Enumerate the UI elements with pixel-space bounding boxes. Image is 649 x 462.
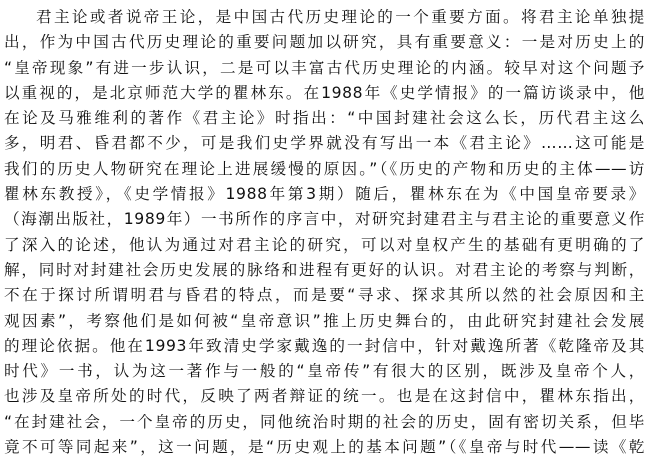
text-line: 竟不可等同起来”，这一问题，是“历史观上的基本问题”（《皇帝与时代——读《乾 xyxy=(4,438,645,457)
text-line: 的理论依据。他在1993年致清史学家戴逸的一封信中，针对戴逸所著《乾隆帝及其 xyxy=(4,336,645,355)
text-line: 观因素”，考察他们是如何被“皇帝意识”推上历史舞台的，由此研究封建社会发展 xyxy=(4,311,645,330)
text-line: “皇帝现象”有进一步认识，二是可以丰富古代历史理论的内涵。较早对这个问题予 xyxy=(4,58,645,77)
text-line: “在封建社会，一个皇帝的历史，同他统治时期的社会的历史，固有密切关系，但毕 xyxy=(4,412,645,431)
text-line: 我们的历史人物研究在理论上进展缓慢的原因。”（《历史的产物和历史的主体——访 xyxy=(4,159,645,178)
text-line: 出，作为中国古代历史理论的重要问题加以研究，具有重要意义：一是对历史上的 xyxy=(4,33,645,52)
text-line: 在论及马雅维利的著作《君主论》时指出：“中国封建社会这么长，历代君主这么 xyxy=(4,109,645,128)
text-line: 瞿林东教授》，《史学情报》1988年第3期）随后，瞿林东在为《中国皇帝要录》 xyxy=(4,185,645,204)
text-line: 也涉及皇帝所处的时代，反映了两者辩证的统一。也是在这封信中，瞿林东指出， xyxy=(4,387,645,406)
text-line: 了深入的论述，他认为通过对君主论的研究，可以对皇权产生的基础有更明确的了 xyxy=(4,235,645,254)
text-line: 以重视的，是北京师范大学的瞿林东。在1988年《史学情报》的一篇访谈录中，他 xyxy=(4,83,645,102)
text-line: （海潮出版社，1989年）一书所作的序言中，对研究封建君主与君主论的重要意义作 xyxy=(4,210,645,229)
text-line: 不在于探讨所谓明君与昏君的特点，而是要“寻求、探求其所以然的社会原因和主 xyxy=(4,286,645,305)
body-text xyxy=(4,5,645,460)
text-line: 多，明君、昏君都不少，可是我们史学界就没有写出一本《君主论》……这可能是 xyxy=(4,134,645,153)
text-line: 君主论或者说帝王论，是中国古代历史理论的一个重要方面。将君主论单独提 xyxy=(36,8,645,26)
text-line: 时代》一书，认为这一著作与一般的“皇帝传”有很大的区别，既涉及皇帝个人， xyxy=(4,362,645,381)
text-line: 解，同时对封建社会历史发展的脉络和进程有更好的认识。对君主论的考察与判断， xyxy=(4,260,645,279)
